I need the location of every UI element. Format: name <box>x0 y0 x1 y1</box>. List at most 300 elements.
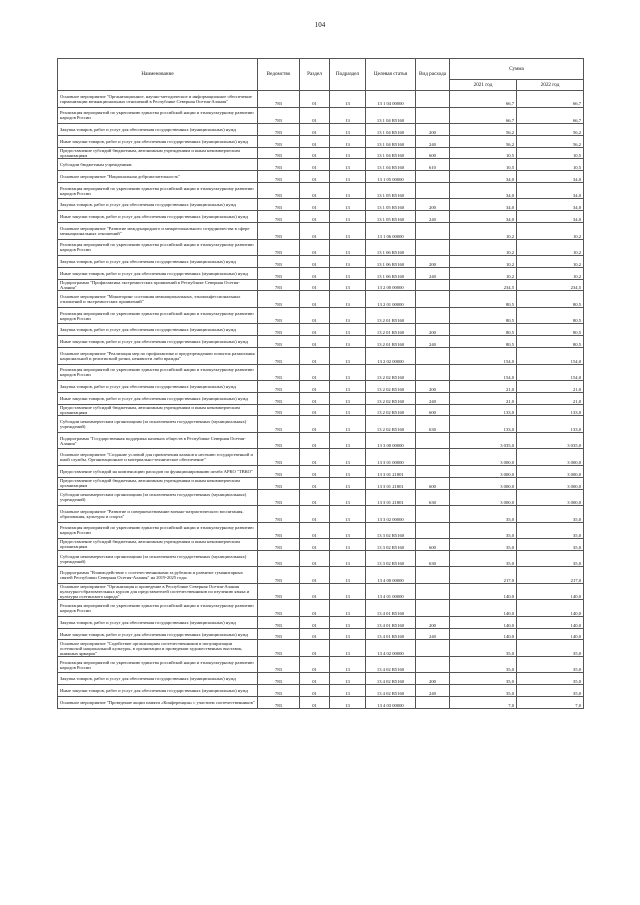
row-department: 783 <box>258 171 300 183</box>
row-subsection: 13 <box>330 291 366 308</box>
table-body <box>58 91 584 709</box>
row-department: 783 <box>258 392 300 404</box>
table-row <box>58 583 584 600</box>
row-department: 783 <box>258 381 300 393</box>
table-row <box>58 336 584 348</box>
row-department: 783 <box>258 182 300 199</box>
row-subsection: 13 <box>330 465 366 477</box>
row-sum-2022: 34,0 <box>517 199 584 211</box>
row-subsection: 13 <box>330 223 366 240</box>
row-expense-type <box>416 171 450 183</box>
row-target: 13 3 01 21801 <box>366 489 416 506</box>
row-name: Реализация мероприятий по укреплению единства российской нации и этнокультурному развитию народов России <box>58 656 258 673</box>
table-row <box>58 199 584 211</box>
row-name: Реализация мероприятий по укреплению единства российской нации и этнокультурному развитию народов России <box>58 522 258 539</box>
row-sum-2021: 10,2 <box>450 223 517 240</box>
row-sum-2022: 3 035,0 <box>517 432 584 449</box>
row-target: 13 3 00 00000 <box>366 432 416 449</box>
row-sum-2021: 3 000,0 <box>450 489 517 506</box>
table-row <box>58 628 584 640</box>
row-name: Основное мероприятие "Содействие организациям соотечественников в популяризации осетинской национальной культуры, в организации и проведении художественных выставок, книжных ярмарок" <box>58 640 258 657</box>
row-sum-2022: 56,2 <box>517 124 584 136</box>
row-target: 13 1 05 R5160 <box>366 199 416 211</box>
row-department: 783 <box>258 159 300 171</box>
row-department: 783 <box>258 324 300 336</box>
row-expense-type <box>416 182 450 199</box>
header-name: Наименование <box>58 59 258 91</box>
table-row <box>58 550 584 567</box>
row-name: Закупка товаров, работ и услуг для обеспечения государственных (муниципальных) нужд <box>58 616 258 628</box>
row-department: 783 <box>258 477 300 489</box>
header-target: Целевая статья <box>366 59 416 91</box>
row-sum-2022: 35,0 <box>517 550 584 567</box>
row-section: 01 <box>300 673 330 685</box>
row-sum-2021: 80,5 <box>450 291 517 308</box>
row-subsection: 13 <box>330 628 366 640</box>
row-sum-2022: 34,0 <box>517 171 584 183</box>
row-expense-type <box>416 307 450 324</box>
row-expense-type <box>416 364 450 381</box>
row-name: Иные закупки товаров, работ и услуг для обеспечения государственных (муниципальных) нужд <box>58 267 258 279</box>
row-subsection: 13 <box>330 307 366 324</box>
row-target: 13 4 01 00000 <box>366 583 416 600</box>
row-sum-2021: 140,0 <box>450 628 517 640</box>
table-row <box>58 223 584 240</box>
row-subsection: 13 <box>330 91 366 108</box>
row-expense-type <box>416 640 450 657</box>
row-subsection: 13 <box>330 656 366 673</box>
table-row <box>58 539 584 551</box>
row-sum-2021: 35,0 <box>450 656 517 673</box>
row-department: 783 <box>258 489 300 506</box>
row-department: 783 <box>258 404 300 416</box>
row-section: 01 <box>300 522 330 539</box>
row-sum-2022: 80,5 <box>517 336 584 348</box>
row-target: 13 4 01 R5160 <box>366 600 416 617</box>
row-name: Иные закупки товаров, работ и услуг для обеспечения государственных (муниципальных) нужд <box>58 211 258 223</box>
table-row <box>58 477 584 489</box>
row-section: 01 <box>300 239 330 256</box>
row-name: Основное мероприятие "Организация и проведение в Республике Северная Осетия-Алания культурно-образовательных курсов для представителей соотечественников по изучению языка и культуры осетинского народа" <box>58 583 258 600</box>
row-sum-2022: 80,5 <box>517 324 584 336</box>
row-subsection: 13 <box>330 107 366 124</box>
row-section: 01 <box>300 279 330 291</box>
row-sum-2021: 35,0 <box>450 539 517 551</box>
row-section: 01 <box>300 550 330 567</box>
row-expense-type <box>416 567 450 584</box>
row-department: 783 <box>258 656 300 673</box>
row-section: 01 <box>300 324 330 336</box>
row-sum-2021: 56,2 <box>450 135 517 147</box>
row-sum-2022: 140,0 <box>517 628 584 640</box>
row-expense-type <box>416 239 450 256</box>
row-sum-2021: 80,5 <box>450 307 517 324</box>
row-expense-type <box>416 465 450 477</box>
table-row <box>58 506 584 523</box>
row-section: 01 <box>300 404 330 416</box>
row-name: Подпрограмма "Государственная поддержка казачьих обществ в Республике Северная Осетия-Алания" <box>58 432 258 449</box>
row-target: 13 3 02 R5160 <box>366 522 416 539</box>
row-department: 783 <box>258 522 300 539</box>
row-target: 13 2 01 R5160 <box>366 307 416 324</box>
row-section: 01 <box>300 91 330 108</box>
row-sum-2022: 3 000,0 <box>517 465 584 477</box>
row-expense-type <box>416 107 450 124</box>
row-expense-type: 630 <box>416 550 450 567</box>
table-row <box>58 256 584 268</box>
row-subsection: 13 <box>330 640 366 657</box>
table-row <box>58 392 584 404</box>
row-subsection: 13 <box>330 324 366 336</box>
row-sum-2022: 35,0 <box>517 539 584 551</box>
row-target: 13 2 01 R5160 <box>366 336 416 348</box>
table-row <box>58 685 584 697</box>
row-section: 01 <box>300 211 330 223</box>
row-department: 783 <box>258 199 300 211</box>
table-row <box>58 404 584 416</box>
row-sum-2021: 66,7 <box>450 91 517 108</box>
row-target: 13 3 01 00000 <box>366 449 416 466</box>
table-row <box>58 267 584 279</box>
table-row <box>58 91 584 108</box>
table-row <box>58 489 584 506</box>
row-sum-2022: 35,0 <box>517 673 584 685</box>
row-sum-2022: 66,7 <box>517 91 584 108</box>
table-row <box>58 465 584 477</box>
row-department: 783 <box>258 336 300 348</box>
row-section: 01 <box>300 567 330 584</box>
row-sum-2021: 133,0 <box>450 404 517 416</box>
row-target: 13 4 02 R5160 <box>366 673 416 685</box>
row-sum-2022: 3 000,0 <box>517 489 584 506</box>
header-year-2021: 2021 год <box>450 80 517 91</box>
row-department: 783 <box>258 279 300 291</box>
row-subsection: 13 <box>330 159 366 171</box>
row-target: 13 1 04 R5160 <box>366 135 416 147</box>
row-section: 01 <box>300 465 330 477</box>
row-sum-2022: 154,0 <box>517 348 584 365</box>
row-section: 01 <box>300 307 330 324</box>
row-expense-type: 600 <box>416 404 450 416</box>
header-section: Раздел <box>300 59 330 91</box>
row-name: Иные закупки товаров, работ и услуг для обеспечения государственных (муниципальных) нужд <box>58 135 258 147</box>
row-sum-2022: 3 000,0 <box>517 449 584 466</box>
row-expense-type: 240 <box>416 685 450 697</box>
row-expense-type: 600 <box>416 477 450 489</box>
row-section: 01 <box>300 477 330 489</box>
row-sum-2021: 35,0 <box>450 506 517 523</box>
row-expense-type <box>416 449 450 466</box>
row-department: 783 <box>258 583 300 600</box>
row-department: 783 <box>258 107 300 124</box>
row-department: 783 <box>258 135 300 147</box>
row-section: 01 <box>300 147 330 159</box>
row-sum-2022: 217,0 <box>517 567 584 584</box>
table-row <box>58 640 584 657</box>
row-name: Предоставление субсидий бюджетным, автономным учреждениям и иным некоммерческим организациям <box>58 404 258 416</box>
row-expense-type <box>416 506 450 523</box>
row-target: 13 4 03 00000 <box>366 697 416 709</box>
row-target: 13 2 02 R5160 <box>366 392 416 404</box>
row-sum-2021: 56,2 <box>450 124 517 136</box>
header-year-2022: 2022 год <box>517 80 584 91</box>
row-sum-2022: 10,2 <box>517 223 584 240</box>
row-expense-type: 240 <box>416 336 450 348</box>
row-target: 13 3 02 00000 <box>366 506 416 523</box>
row-name: Предоставление субсидий на компенсацию расходов по функционированию штаба АРКО "ТВКО" <box>58 465 258 477</box>
table-row <box>58 673 584 685</box>
row-target: 13 2 02 R5160 <box>366 416 416 433</box>
header-subsection: Подраздел <box>330 59 366 91</box>
row-subsection: 13 <box>330 489 366 506</box>
row-expense-type <box>416 279 450 291</box>
row-target: 13 4 00 00000 <box>366 567 416 584</box>
row-name: Реализация мероприятий по укреплению единства российской нации и этнокультурному развитию народов России <box>58 307 258 324</box>
row-subsection: 13 <box>330 416 366 433</box>
row-department: 783 <box>258 685 300 697</box>
table-row <box>58 124 584 136</box>
row-expense-type <box>416 223 450 240</box>
row-sum-2021: 34,0 <box>450 211 517 223</box>
row-name: Закупка товаров, работ и услуг для обеспечения государственных (муниципальных) нужд <box>58 256 258 268</box>
row-section: 01 <box>300 616 330 628</box>
row-subsection: 13 <box>330 583 366 600</box>
table-row <box>58 171 584 183</box>
row-sum-2022: 21,0 <box>517 392 584 404</box>
row-expense-type: 200 <box>416 381 450 393</box>
row-target: 13 1 06 R5160 <box>366 267 416 279</box>
row-sum-2022: 10,5 <box>517 159 584 171</box>
row-section: 01 <box>300 489 330 506</box>
row-section: 01 <box>300 381 330 393</box>
table-row <box>58 364 584 381</box>
row-section: 01 <box>300 159 330 171</box>
row-subsection: 13 <box>330 348 366 365</box>
row-sum-2021: 3 000,0 <box>450 449 517 466</box>
row-section: 01 <box>300 416 330 433</box>
row-expense-type: 600 <box>416 147 450 159</box>
row-sum-2022: 10,2 <box>517 256 584 268</box>
row-target: 13 4 02 R5160 <box>366 685 416 697</box>
row-target: 13 4 02 R5160 <box>366 656 416 673</box>
row-name: Основное мероприятие "Реализация мер по профилактике и предупреждению попыток разжигания национальной и религиозной розни, ненависти либо вражды" <box>58 348 258 365</box>
row-section: 01 <box>300 432 330 449</box>
row-name: Предоставление субсидий бюджетным, автономным учреждениям и иным некоммерческим организациям <box>58 477 258 489</box>
table-row <box>58 522 584 539</box>
row-sum-2021: 21,0 <box>450 381 517 393</box>
row-subsection: 13 <box>330 147 366 159</box>
row-name: Реализация мероприятий по укреплению единства российской нации и этнокультурному развитию народов России <box>58 107 258 124</box>
row-sum-2021: 234,5 <box>450 279 517 291</box>
row-expense-type: 200 <box>416 673 450 685</box>
row-department: 783 <box>258 348 300 365</box>
row-section: 01 <box>300 171 330 183</box>
row-target: 13 2 02 R5160 <box>366 381 416 393</box>
row-department: 783 <box>258 449 300 466</box>
row-name: Предоставление субсидий бюджетным, автономным учреждениям и иным некоммерческим организациям <box>58 147 258 159</box>
row-sum-2021: 35,0 <box>450 673 517 685</box>
row-sum-2022: 140,0 <box>517 583 584 600</box>
page-number: 104 <box>314 21 326 29</box>
row-name: Предоставление субсидий бюджетным, автономным учреждениям и иным некоммерческим организациям <box>58 539 258 551</box>
row-expense-type <box>416 91 450 108</box>
row-subsection: 13 <box>330 522 366 539</box>
row-sum-2021: 3 000,0 <box>450 477 517 489</box>
row-sum-2022: 10,2 <box>517 267 584 279</box>
row-target: 13 3 02 R5160 <box>366 539 416 551</box>
row-section: 01 <box>300 199 330 211</box>
row-name: Иные закупки товаров, работ и услуг для обеспечения государственных (муниципальных) нужд <box>58 628 258 640</box>
row-department: 783 <box>258 267 300 279</box>
row-subsection: 13 <box>330 567 366 584</box>
row-subsection: 13 <box>330 199 366 211</box>
row-name: Подпрограмма "Профилактика экстремистских проявлений в Республике Северная Осетия-Алания" <box>58 279 258 291</box>
row-target: 13 1 04 R5160 <box>366 124 416 136</box>
row-expense-type: 630 <box>416 416 450 433</box>
row-sum-2022: 80,5 <box>517 291 584 308</box>
row-target: 13 2 02 R5160 <box>366 364 416 381</box>
row-sum-2022: 140,0 <box>517 616 584 628</box>
row-sum-2022: 35,0 <box>517 656 584 673</box>
table-row <box>58 656 584 673</box>
row-subsection: 13 <box>330 539 366 551</box>
row-section: 01 <box>300 291 330 308</box>
row-target: 13 4 01 R5160 <box>366 616 416 628</box>
budget-table <box>57 58 584 709</box>
row-sum-2021: 7,0 <box>450 697 517 709</box>
row-target: 13 1 04 R5160 <box>366 147 416 159</box>
row-department: 783 <box>258 506 300 523</box>
table-row <box>58 449 584 466</box>
row-sum-2021: 10,2 <box>450 256 517 268</box>
row-sum-2021: 10,2 <box>450 239 517 256</box>
row-target: 13 1 05 R5160 <box>366 211 416 223</box>
row-subsection: 13 <box>330 135 366 147</box>
table-row <box>58 291 584 308</box>
table-row <box>58 697 584 709</box>
row-department: 783 <box>258 539 300 551</box>
row-sum-2021: 10,5 <box>450 159 517 171</box>
row-sum-2022: 34,0 <box>517 211 584 223</box>
row-sum-2022: 10,2 <box>517 239 584 256</box>
row-department: 783 <box>258 256 300 268</box>
row-expense-type <box>416 656 450 673</box>
row-expense-type <box>416 348 450 365</box>
row-sum-2021: 34,0 <box>450 182 517 199</box>
row-subsection: 13 <box>330 616 366 628</box>
row-department: 783 <box>258 600 300 617</box>
row-expense-type: 200 <box>416 199 450 211</box>
row-section: 01 <box>300 336 330 348</box>
row-sum-2021: 133,0 <box>450 416 517 433</box>
row-name: Закупка товаров, работ и услуг для обеспечения государственных (муниципальных) нужд <box>58 124 258 136</box>
row-section: 01 <box>300 223 330 240</box>
row-subsection: 13 <box>330 381 366 393</box>
row-target: 13 1 06 R5160 <box>366 239 416 256</box>
row-expense-type: 200 <box>416 616 450 628</box>
table-row <box>58 600 584 617</box>
row-sum-2022: 3 000,0 <box>517 477 584 489</box>
row-expense-type <box>416 697 450 709</box>
row-expense-type: 600 <box>416 539 450 551</box>
row-expense-type: 240 <box>416 267 450 279</box>
row-sum-2021: 140,0 <box>450 600 517 617</box>
row-name: Реализация мероприятий по укреплению единства российской нации и этнокультурному развитию народов России <box>58 239 258 256</box>
row-expense-type: 200 <box>416 124 450 136</box>
table-row <box>58 147 584 159</box>
row-subsection: 13 <box>330 267 366 279</box>
row-subsection: 13 <box>330 364 366 381</box>
row-section: 01 <box>300 539 330 551</box>
row-department: 783 <box>258 616 300 628</box>
table-row <box>58 416 584 433</box>
row-sum-2022: 35,0 <box>517 640 584 657</box>
row-expense-type <box>416 432 450 449</box>
row-sum-2021: 35,0 <box>450 685 517 697</box>
row-department: 783 <box>258 432 300 449</box>
row-sum-2021: 34,0 <box>450 199 517 211</box>
row-subsection: 13 <box>330 404 366 416</box>
row-department: 783 <box>258 91 300 108</box>
row-section: 01 <box>300 267 330 279</box>
row-expense-type <box>416 522 450 539</box>
row-expense-type: 610 <box>416 159 450 171</box>
row-department: 783 <box>258 465 300 477</box>
row-subsection: 13 <box>330 449 366 466</box>
row-subsection: 13 <box>330 600 366 617</box>
row-name: Субсидии некоммерческим организациям (за исключением государственных (муниципальных) учреждений) <box>58 550 258 567</box>
row-name: Субсидии некоммерческим организациям (за исключением государственных (муниципальных) учреждений) <box>58 416 258 433</box>
row-expense-type: 240 <box>416 392 450 404</box>
row-name: Основное мероприятие "Организационное, научно-методическое и информационное обеспечение гармонизации межнациональных отношений в Республике Северная Осетия-Алания" <box>58 91 258 108</box>
row-sum-2022: 133,0 <box>517 404 584 416</box>
row-target: 13 2 00 00000 <box>366 279 416 291</box>
row-sum-2021: 154,0 <box>450 348 517 365</box>
row-subsection: 13 <box>330 432 366 449</box>
row-department: 783 <box>258 147 300 159</box>
row-department: 783 <box>258 364 300 381</box>
table-row <box>58 381 584 393</box>
row-name: Реализация мероприятий по укреплению единства российской нации и этнокультурному развитию народов России <box>58 364 258 381</box>
row-expense-type: 630 <box>416 489 450 506</box>
row-sum-2022: 35,0 <box>517 522 584 539</box>
table-row <box>58 616 584 628</box>
row-section: 01 <box>300 685 330 697</box>
row-subsection: 13 <box>330 256 366 268</box>
row-sum-2022: 154,0 <box>517 364 584 381</box>
row-subsection: 13 <box>330 182 366 199</box>
table-row <box>58 107 584 124</box>
row-section: 01 <box>300 182 330 199</box>
table-row <box>58 307 584 324</box>
table-row <box>58 324 584 336</box>
row-expense-type <box>416 291 450 308</box>
row-section: 01 <box>300 656 330 673</box>
row-subsection: 13 <box>330 506 366 523</box>
row-sum-2021: 10,5 <box>450 147 517 159</box>
row-subsection: 13 <box>330 239 366 256</box>
row-name: Основное мероприятие "Проведение акции памяти «Конференция» с участием соотечественников" <box>58 697 258 709</box>
row-department: 783 <box>258 307 300 324</box>
row-name: Подпрограмма "Взаимодействие с соотечественниками за рубежом и развитие гуманитарных связей Республики Северная Осетия-Алания" на 2019-2025 годы <box>58 567 258 584</box>
table-row <box>58 135 584 147</box>
row-sum-2021: 21,0 <box>450 392 517 404</box>
row-name: Закупка товаров, работ и услуг для обеспечения государственных (муниципальных) нужд <box>58 381 258 393</box>
row-sum-2022: 35,0 <box>517 685 584 697</box>
row-sum-2021: 35,0 <box>450 522 517 539</box>
row-section: 01 <box>300 135 330 147</box>
row-sum-2022: 66,7 <box>517 107 584 124</box>
